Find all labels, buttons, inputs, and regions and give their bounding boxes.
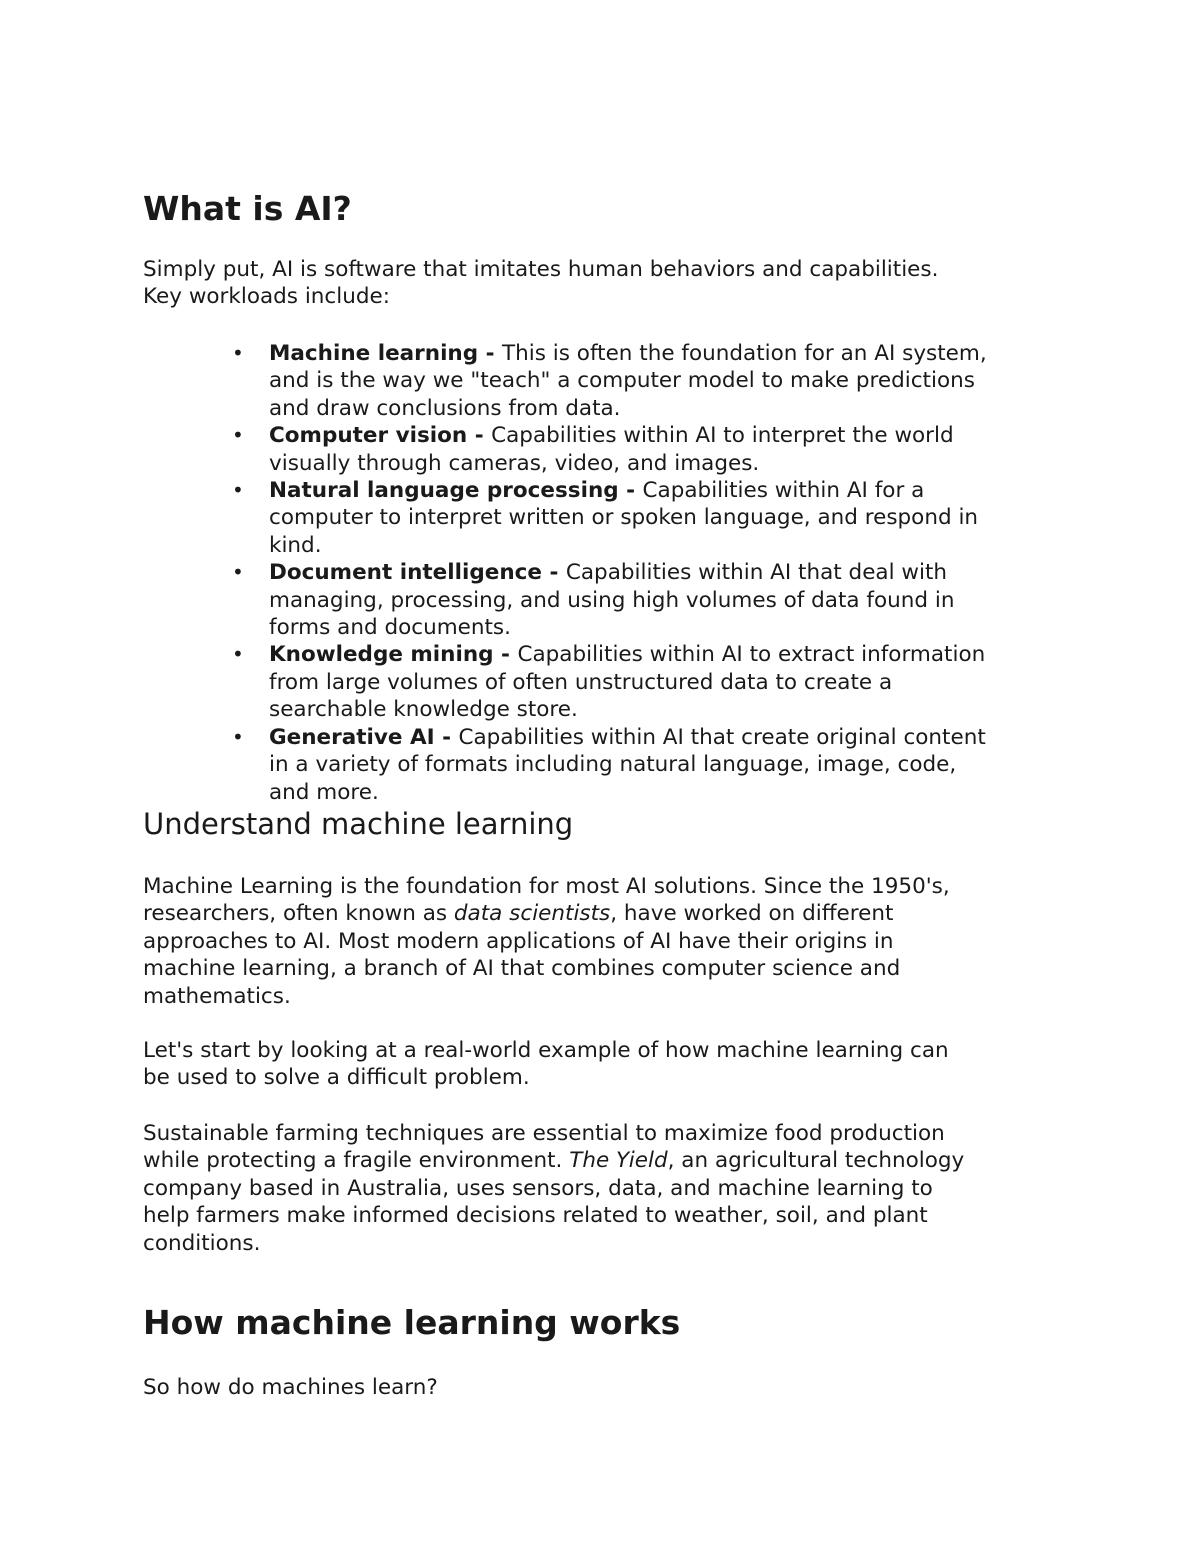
- bullet-icon: •: [232, 423, 244, 448]
- workload-text: visually through cameras, video, and images.: [269, 450, 760, 476]
- workload-text: Capabilities within AI to extract information: [517, 642, 986, 668]
- heading-how-ml-works: How machine learning works: [143, 1303, 681, 1342]
- bullet-icon: •: [232, 341, 244, 365]
- workload-text: and more.: [269, 779, 379, 805]
- list-item-computer-vision: [143, 422, 1063, 477]
- workload-text: Capabilities within AI that deal with: [565, 560, 948, 586]
- paragraph-line: mathematics.: [143, 983, 291, 1009]
- bullet-icon: •: [232, 560, 244, 585]
- paragraph-line: company based in Australia, uses sensors, data, and machine learning to: [143, 1175, 933, 1201]
- paragraph-line: machine learning, a branch of AI that combines computer science and: [143, 956, 901, 982]
- workload-term: Document intelligence -: [269, 560, 566, 586]
- bullet-icon: •: [232, 724, 244, 749]
- paragraph-line: approaches to AI. Most modern applications of AI have their origins in: [143, 928, 894, 954]
- workload-text: from large volumes of often unstructured data to create a: [269, 669, 893, 695]
- paragraph-line: So how do machines learn?: [143, 1375, 438, 1400]
- intro-paragraph: [143, 256, 1063, 311]
- list-item-document-intelligence: [143, 559, 1063, 641]
- ml-intro-paragraph: [143, 873, 1063, 1010]
- workloads-list: [143, 340, 1063, 806]
- paragraph-line: Machine Learning is the foundation for most AI solutions. Since the 1950's,: [143, 874, 950, 899]
- workload-term: Generative AI -: [269, 724, 459, 750]
- workload-term: Natural language processing -: [269, 478, 643, 504]
- workload-term: Computer vision -: [269, 423, 492, 449]
- farming-paragraph: [143, 1120, 1063, 1257]
- paragraph-line: Sustainable farming techniques are essential to maximize food production: [143, 1121, 945, 1146]
- workload-text: This is often the foundation for an AI system,: [502, 341, 987, 366]
- bullet-icon: •: [232, 642, 244, 667]
- workload-text: managing, processing, and using high volumes of data found in: [269, 587, 955, 613]
- paragraph-line: Let's start by looking at a real-world example of how machine learning can: [143, 1038, 949, 1063]
- intro-line: Simply put, AI is software that imitates human behaviors and capabilities.: [143, 257, 939, 282]
- example-paragraph: [143, 1037, 1063, 1092]
- paragraph-line: be used to solve a difficult problem.: [143, 1065, 530, 1091]
- list-item-generative-ai: [143, 724, 1063, 806]
- workload-text: Capabilities within AI to interpret the world: [491, 423, 954, 449]
- paragraph-line: while protecting a fragile environment. The Yield, an agricultural technology: [143, 1148, 965, 1174]
- heading-understand-ml: Understand machine learning: [143, 807, 574, 841]
- workload-text: in a variety of formats including natural language, image, code,: [269, 752, 957, 778]
- paragraph-line: researchers, often known as data scientists, have worked on different: [143, 901, 894, 927]
- list-item-machine-learning: [143, 340, 1063, 422]
- workload-text: and draw conclusions from data.: [269, 395, 621, 421]
- list-item-nlp: [143, 477, 1063, 559]
- list-item-knowledge-mining: [143, 641, 1063, 723]
- intro-line: Key workloads include:: [143, 284, 390, 310]
- paragraph-line: help farmers make informed decisions related to weather, soil, and plant: [143, 1203, 928, 1229]
- how-paragraph: [143, 1374, 1063, 1401]
- workload-text: Capabilities within AI that create original content: [458, 724, 986, 750]
- heading-what-is-ai: What is AI?: [143, 189, 352, 228]
- workload-text: forms and documents.: [269, 615, 511, 641]
- workload-text: searchable knowledge store.: [269, 697, 578, 723]
- workload-text: kind.: [269, 532, 322, 558]
- paragraph-line: conditions.: [143, 1230, 261, 1256]
- emphasis-data-scientists: data scientists: [453, 901, 611, 927]
- workload-text: and is the way we "teach" a computer model to make predictions: [269, 368, 975, 394]
- emphasis-the-yield: The Yield: [569, 1148, 668, 1174]
- workload-text: computer to interpret written or spoken language, and respond in: [269, 505, 979, 531]
- workload-term: Knowledge mining -: [269, 642, 518, 668]
- bullet-icon: •: [232, 478, 244, 503]
- workload-text: Capabilities within AI for a: [642, 478, 925, 504]
- workload-term: Machine learning -: [269, 341, 503, 366]
